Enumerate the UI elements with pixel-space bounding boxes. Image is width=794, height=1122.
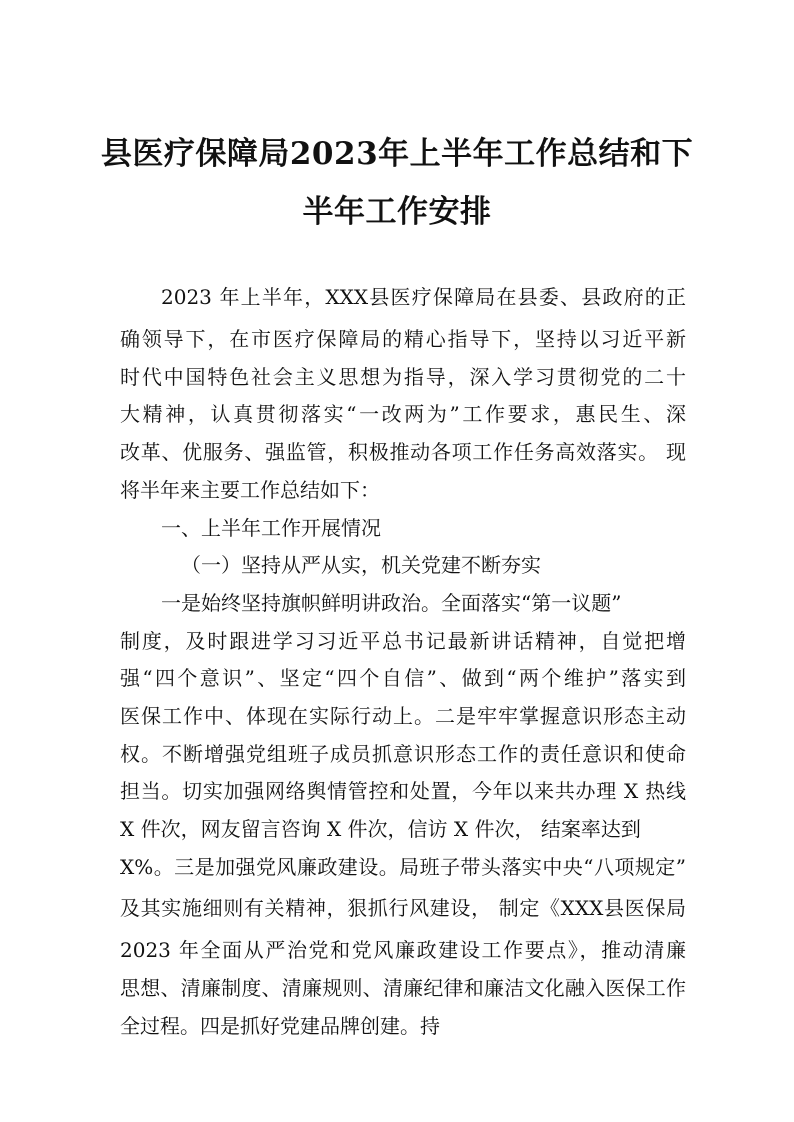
body-line-9: 一是始终坚持旗帜鲜明讲政治。全面落实“第一议题” — [161, 591, 622, 615]
body-line-1: 2023 年上半年，XXX县医疗保障局在县委、县政府的正 — [161, 285, 686, 309]
body-line-4: 大精神，认真贯彻落实“一改两为”工作要求，惠民生、深 — [120, 402, 686, 426]
body-line-17: 及其实施细则有关精神，狠抓行风建设， 制定《XXX县医保局 — [120, 896, 686, 920]
body-line-16: X%。三是加强党风廉政建设。局班子带头落实中央“八项规定” — [120, 855, 686, 879]
document-title-line-2: 半年工作安排 — [302, 194, 492, 230]
body-line-19: 思想、清廉制度、清廉规则、清廉纪律和廉洁文化融入医保工作 — [120, 976, 686, 1000]
body-line-3: 时代中国特色社会主义思想为指导，深入学习贯彻党的二十 — [120, 365, 686, 389]
body-line-13: 权。不断增强党组班子成员抓意识形态工作的责任意识和使命 — [120, 742, 686, 766]
body-line-11: 强“四个意识”、坚定“四个自信”、做到“两个维护”落实到 — [120, 666, 686, 690]
document-title-line-1: 县医疗保障局2023年上半年工作总结和下 — [100, 136, 694, 172]
body-line-18: 2023 年全面从严治党和党风廉政建设工作要点》，推动清廉 — [120, 938, 686, 962]
body-line-20: 全过程。四是抓好党建品牌创建。持 — [120, 1014, 440, 1038]
body-line-15: X 件次，网友留言咨询 X 件次，信访 X 件次， 结案率达到 — [120, 817, 641, 841]
body-line-6: 将半年来主要工作总结如下： — [120, 478, 380, 502]
body-line-12: 医保工作中、体现在实际行动上。二是牢牢掌握意识形态主动 — [120, 704, 686, 728]
subsection-heading: （一）坚持从严从实，机关党建不断夯实 — [181, 553, 541, 577]
body-line-2: 确领导下，在市医疗保障局的精心指导下，坚持以习近平新 — [120, 327, 686, 351]
body-line-5: 改革、优服务、强监管，积极推动各项工作任务高效落实。 现 — [120, 440, 686, 464]
section-heading: 一、上半年工作开展情况 — [161, 516, 381, 540]
body-line-14: 担当。切实加强网络舆情管控和处置，今年以来共办理 X 热线 — [120, 779, 686, 803]
body-line-10: 制度，及时跟进学习习近平总书记最新讲话精神，自觉把增 — [120, 629, 686, 653]
